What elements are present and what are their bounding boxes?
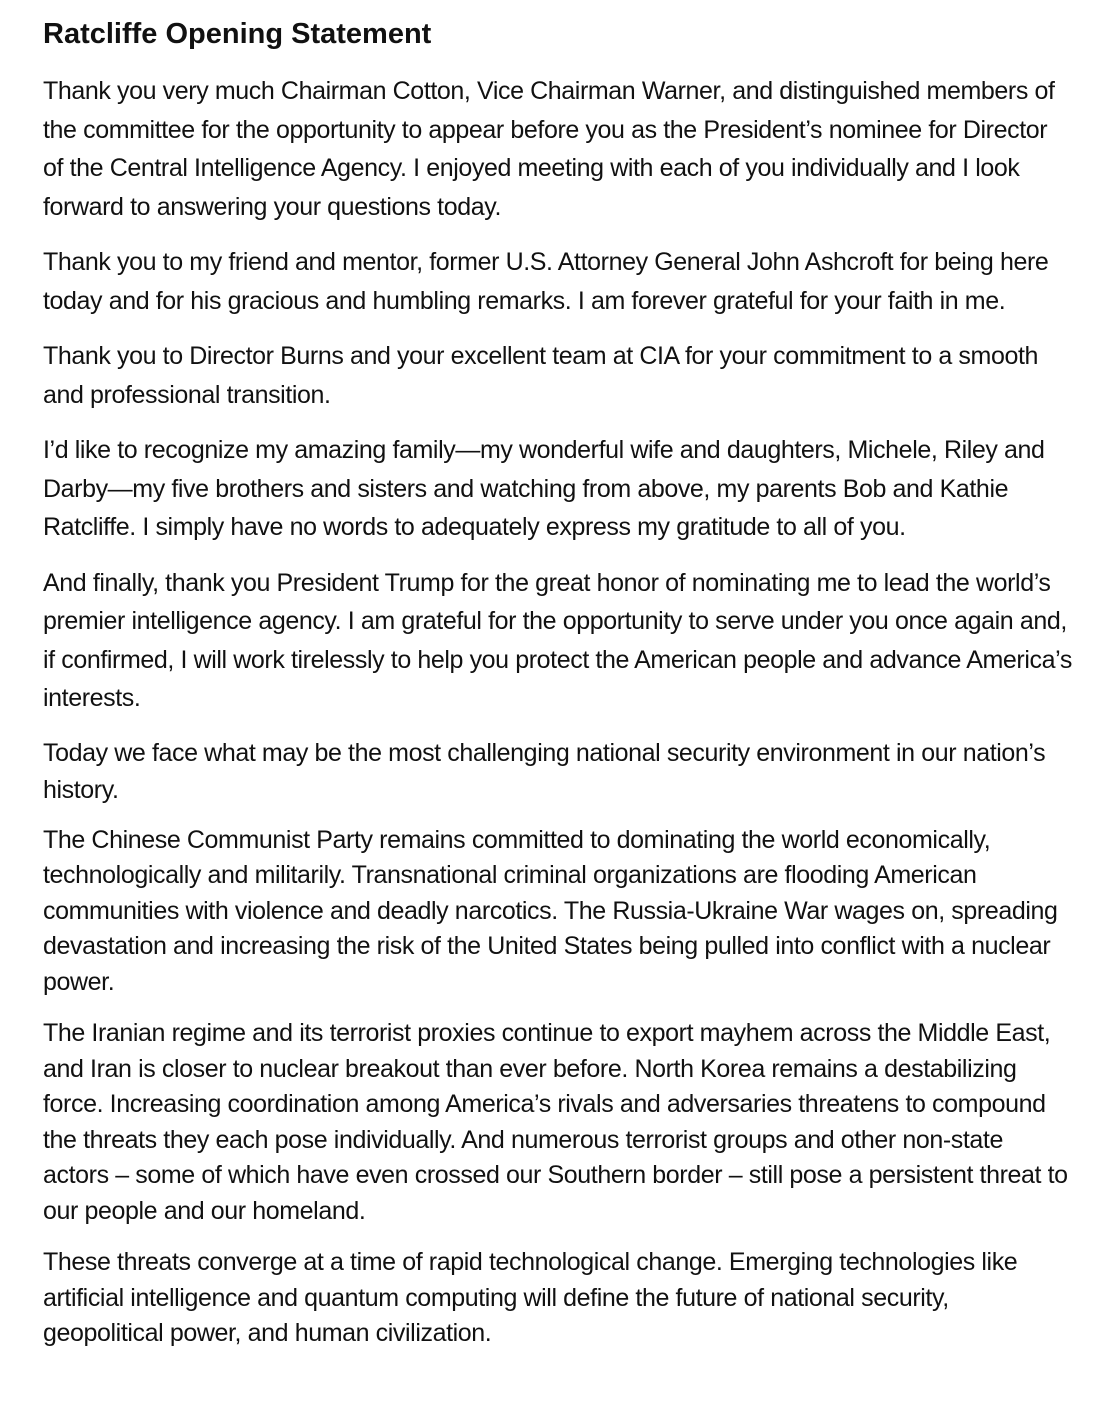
paragraph-thanks-ashcroft: Thank you to my friend and mentor, former U.S. Attorney General John Ashcroft for being here today and for his gracious and humbling remarks. I am forever grateful for your faith in me. — [43, 248, 1049, 315]
paragraph-family: I’d like to recognize my amazing family—my wonderful wife and daughters, Michele, Riley and Darby—my five brothers and sisters and watching from above, my parents Bob and Kathie Ratcliffe. I simply have no words to adequately express my gratitude to all of you. — [43, 436, 1045, 541]
paragraph-technology: These threats converge at a time of rapid technological change. Emerging technologies like artificial intelligence and quantum computing will define the future of national security, geopolitical power, and human civilization. — [43, 1248, 1018, 1347]
paragraph-ccp-threats: The Chinese Communist Party remains committed to dominating the world economically, technologically and militarily. Transnational criminal organizations are flooding American communities with violence and deadly narcotics. The Russia-Ukraine War wages on, spreading devastation and increasing the risk of the United States being pulled into conflict with a nuclear power. — [43, 825, 1058, 996]
paragraph-security-environment: Today we face what may be the most challenging national security environment in our nation’s history. — [43, 738, 1046, 804]
paragraph-thanks-president: And finally, thank you President Trump for the great honor of nominating me to lead the world’s premier intelligence agency. I am grateful for the opportunity to serve under you once again and, if confirmed, I will work tirelessly to help you protect the American people and advance America’s interests. — [43, 568, 1072, 712]
document-page — [43, 14, 1073, 1368]
paragraph-thanks-burns: Thank you to Director Burns and your excellent team at CIA for your commitment to a smooth and professional transition. — [43, 342, 1039, 409]
document-title: Ratcliffe Opening Statement — [43, 18, 432, 50]
paragraph-iran-threats: The Iranian regime and its terrorist proxies continue to export mayhem across the Middle East, and Iran is closer to nuclear breakout than ever before. North Korea remains a destabilizing force. Increasing coordination among America’s rivals and adversaries threatens to compound the threats they each pose individually. And numerous terrorist groups and other non-state actors – some of which have even crossed our Southern border – still pose a persistent threat to our people and our homeland. — [43, 1019, 1068, 1225]
paragraph-thanks-committee: Thank you very much Chairman Cotton, Vice Chairman Warner, and distinguished members of the committee for the opportunity to appear before you as the President’s nominee for Director of the Central Intelligence Agency. I enjoyed meeting with each of you individually and I look forward to answering your questions today. — [43, 77, 1055, 221]
